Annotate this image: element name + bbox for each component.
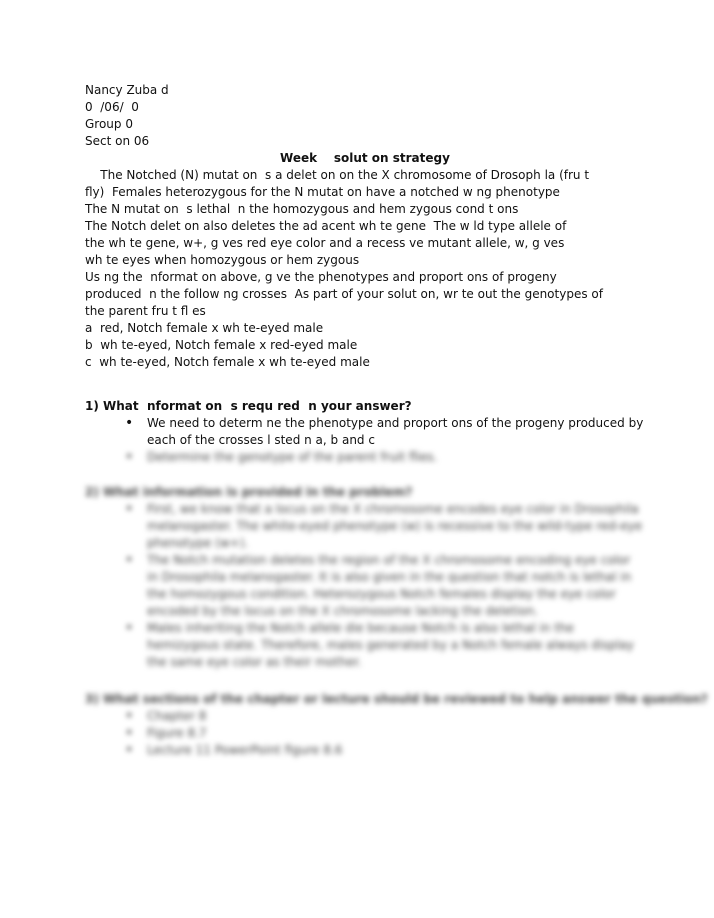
author-name: Nancy Zuba d	[85, 83, 169, 97]
question-1-heading: 1) What nformat on s requ red n your answer?	[85, 399, 412, 413]
bullet-item: • First, we know that a locus on the X chromosome encodes eye color in Drosophila melanogaster. The white-eyed phenotype (w) is recessive to the wild-type red-eye phenotype (w+).	[85, 501, 645, 552]
document-title: Week solut on strategy	[280, 151, 450, 165]
date-line: 0 /06/ 0	[85, 100, 139, 114]
problem-line: The Notch delet on also deletes the ad acent wh te gene The w ld type allele of	[85, 219, 567, 233]
question-3-bullets	[85, 708, 645, 759]
problem-line: the parent fru t fl es	[85, 304, 206, 318]
question-1-bullets	[85, 415, 645, 466]
document-body	[85, 82, 708, 759]
bullet-item: • Lecture 11 PowerPoint figure 8.6	[85, 742, 645, 759]
question-2-bullets	[85, 501, 645, 671]
problem-line: The Notched (N) mutat on s a delet on on the X chromosome of Drosoph la (fru t	[85, 168, 590, 182]
cross-b: b wh te-eyed, Notch female x red-eyed male	[85, 338, 358, 352]
cross-list	[85, 320, 645, 371]
bullet-item: • Chapter 8	[85, 708, 645, 725]
problem-line: wh te eyes when homozygous or hem zygous	[85, 253, 360, 267]
problem-line: the wh te gene, w+, g ves red eye color and a recess ve mutant allele, w, g ves	[85, 236, 565, 250]
problem-line: Us ng the nformat on above, g ve the phenotypes and proport ons of progeny	[85, 270, 557, 284]
group-line: Group 0	[85, 117, 133, 131]
question-2-heading: 2) What information is provided in the problem?	[85, 485, 413, 499]
bullet-item: • Figure 8.7	[85, 725, 645, 742]
bullet-item: • Males inheriting the Notch allele die because Notch is also lethal in the hemizygous state. Therefore, males generated by a Notch female always display the same eye color as their mother.	[85, 620, 645, 671]
cross-a: a red, Notch female x wh te-eyed male	[85, 321, 324, 335]
section-line: Sect on 06	[85, 134, 150, 148]
bullet-item: • We need to determ ne the phenotype and proport ons of the progeny produced by each of the crosses l sted n a, b and c	[85, 415, 645, 449]
problem-line: The N mutat on s lethal n the homozygous and hem zygous cond t ons	[85, 202, 519, 216]
bullet-item: • The Notch mutation deletes the region of the X chromosome encoding eye color in Drosophila melanogaster. It is also given in the question that notch is lethal in the homozygous condition. Heterozygous Notch females display the eye color encoded by the locus on the X chromosome lacking the deletion.	[85, 552, 645, 620]
bullet-item: • Determine the genotype of the parent fruit flies.	[85, 449, 645, 466]
cross-c: c wh te-eyed, Notch female x wh te-eyed male	[85, 355, 370, 369]
problem-line: fly) Females heterozygous for the N mutat on have a notched w ng phenotype	[85, 185, 560, 199]
problem-statement	[85, 167, 645, 320]
question-3-heading: 3) What sections of the chapter or lecture should be reviewed to help answer the question?	[85, 692, 708, 706]
problem-line: produced n the follow ng crosses As part of your solut on, wr te out the genotypes of	[85, 287, 603, 301]
